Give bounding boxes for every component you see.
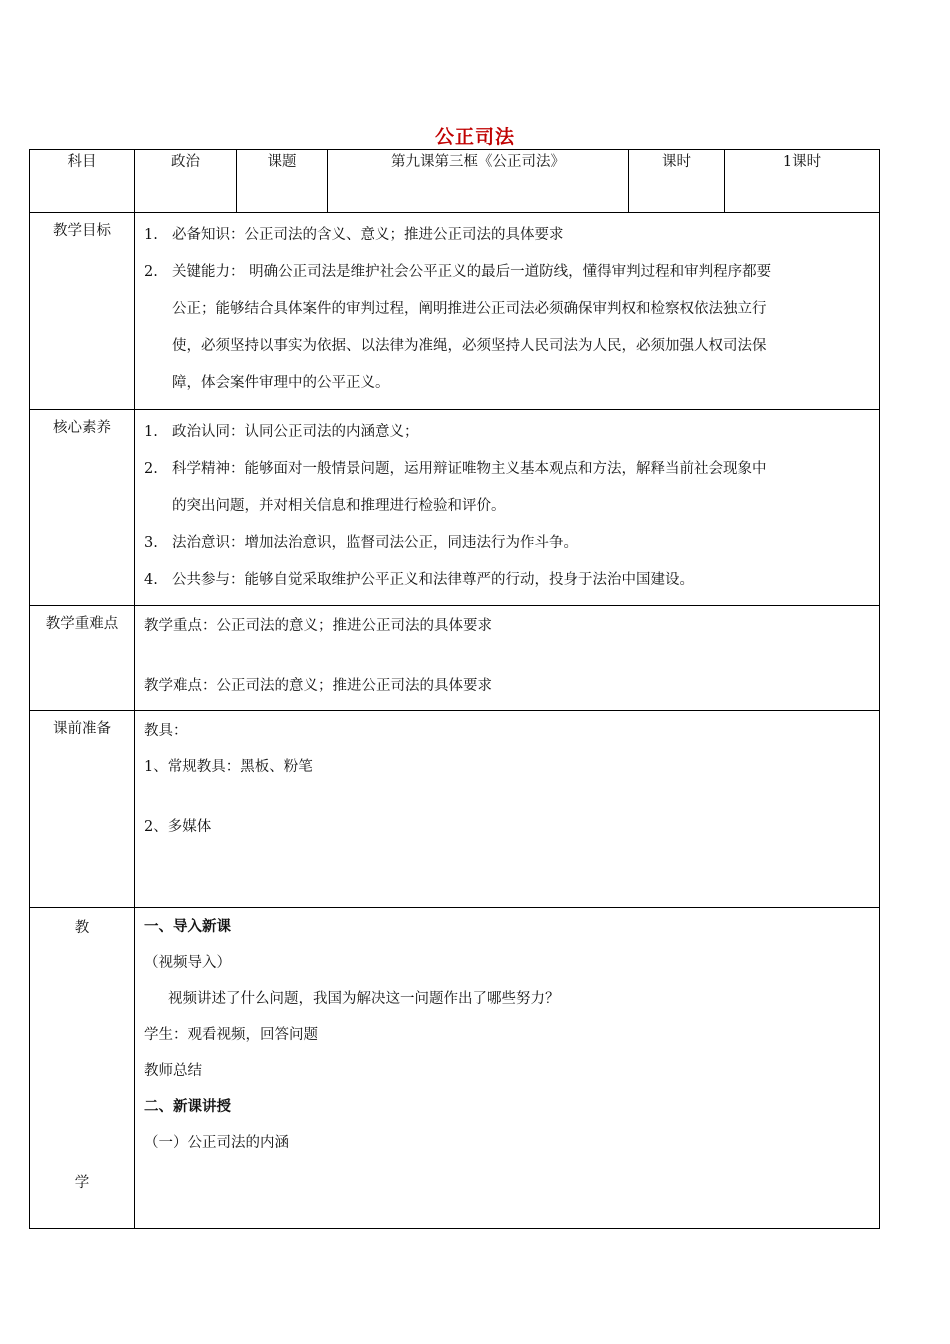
literacy-text: 科学精神：能够面对一般情景问题，运用辩证唯物主义基本观点和方法，解释当前社会现象中: [172, 461, 767, 477]
process-content: [135, 908, 880, 1229]
topic-label: 课题: [237, 150, 328, 213]
goal-item: [144, 254, 871, 291]
student-activity: 学生：观看视频，回答问题: [144, 1027, 318, 1043]
literacy-item: [144, 525, 871, 562]
literacy-content: [135, 410, 880, 606]
goal-number: 1.: [144, 227, 158, 243]
literacy-text: 公共参与：能够自觉采取维护公平正义和法律尊严的行动，投身于法治中国建设。: [172, 572, 694, 588]
topic-value: 第九课第三框《公正司法》: [328, 150, 629, 213]
prep-content: [135, 711, 880, 908]
video-intro: （视频导入）: [144, 955, 231, 971]
prep-row: [30, 711, 880, 908]
teaching-focus: 教学重点：公正司法的意义；推进公正司法的具体要求: [144, 618, 492, 634]
prep-intro: 教具：: [144, 723, 188, 739]
goal-text: 关键能力： 明确公正司法是维护社会公平正义的最后一道防线，懂得审判过程和审判程序都要: [172, 264, 772, 280]
literacy-item: [144, 414, 871, 451]
literacy-text: 政治认同：认同公正司法的内涵意义；: [172, 424, 419, 440]
subsection-heading: （一）公正司法的内涵: [144, 1135, 289, 1151]
goal-continuation: 障，体会案件审理中的公平正义。: [172, 375, 390, 391]
prep-label: 课前准备: [30, 711, 135, 908]
literacy-continuation: 的突出问题，并对相关信息和推理进行检验和评价。: [172, 498, 506, 514]
teacher-summary: 教师总结: [144, 1063, 202, 1079]
goals-label: 教学目标: [30, 213, 135, 410]
header-row: [30, 150, 880, 213]
goal-number: 2.: [144, 264, 158, 280]
intro-question: 视频讲述了什么问题，我国为解决这一问题作出了哪些努力？: [168, 991, 560, 1007]
hours-label: 课时: [629, 150, 725, 213]
section-heading: 一、导入新课: [144, 919, 231, 935]
process-label-char: 学: [74, 1175, 90, 1191]
process-label: [30, 908, 135, 1229]
literacy-item: [144, 451, 871, 488]
literacy-text: 法治意识：增加法治意识，监督司法公正，同违法行为作斗争。: [172, 535, 578, 551]
goal-continuation: 公正；能够结合具体案件的审判过程，阐明推进公正司法必须确保审判权和检察权依法独立行: [172, 301, 767, 317]
key-points-label: 教学重难点: [30, 606, 135, 711]
prep-item: 2、多媒体: [144, 819, 212, 835]
literacy-label: 核心素养: [30, 410, 135, 606]
key-points-content: [135, 606, 880, 711]
hours-value: 1课时: [725, 150, 880, 213]
goals-row: [30, 213, 880, 410]
lesson-plan-table: [29, 149, 880, 1229]
goal-continuation: 使，必须坚持以事实为依据、以法律为准绳，必须坚持人民司法为人民，必须加强人权司法保: [172, 338, 767, 354]
key-points-row: [30, 606, 880, 711]
goals-content: [135, 213, 880, 410]
subject-label: 科目: [30, 150, 135, 213]
literacy-number: 3.: [144, 535, 158, 551]
literacy-row: [30, 410, 880, 606]
goal-text: 必备知识：公正司法的含义、意义；推进公正司法的具体要求: [172, 227, 564, 243]
section-heading: 二、新课讲授: [144, 1099, 231, 1115]
teaching-difficulty: 教学难点：公正司法的意义；推进公正司法的具体要求: [144, 678, 492, 694]
goal-item: [144, 217, 871, 254]
document-title: 公正司法: [434, 126, 515, 148]
process-label-char: 教: [74, 920, 90, 936]
process-row: [30, 908, 880, 1229]
literacy-number: 2.: [144, 461, 158, 477]
literacy-item: [144, 562, 871, 599]
subject-value: 政治: [135, 150, 237, 213]
literacy-number: 4.: [144, 572, 158, 588]
literacy-number: 1.: [144, 424, 158, 440]
prep-item: 1、常规教具：黑板、粉笔: [144, 759, 313, 775]
